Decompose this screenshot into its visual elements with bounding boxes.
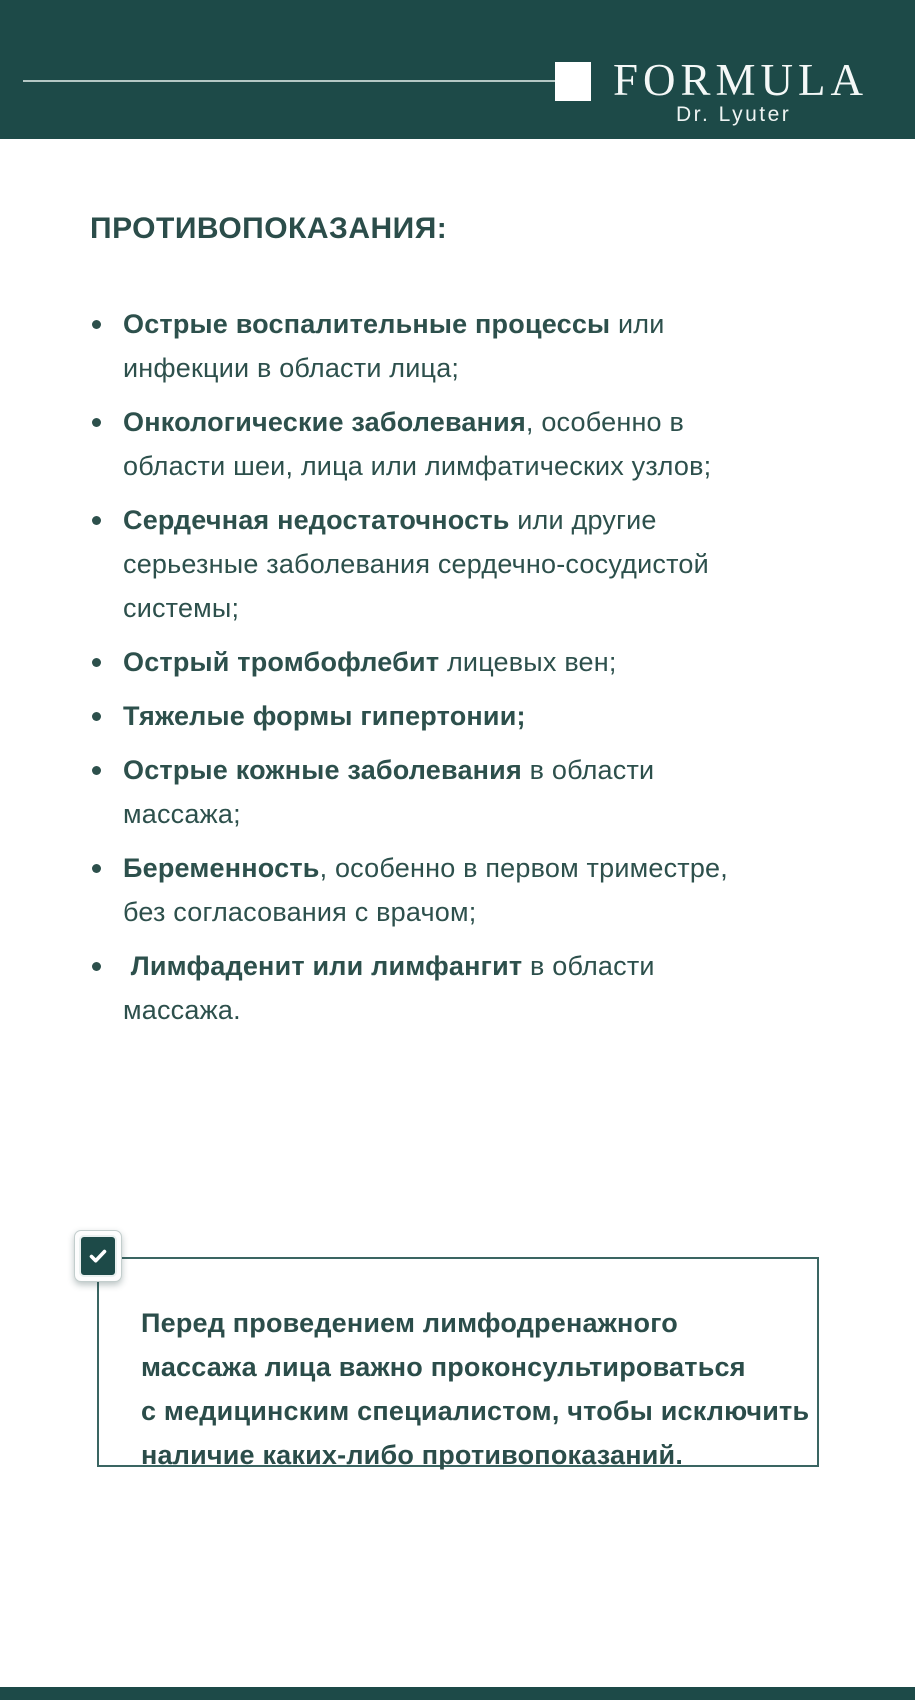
note-checkbox[interactable] <box>74 1230 122 1282</box>
list-item-rest: , особенно в области шеи, лица или лимфатических узлов; <box>123 407 712 481</box>
bullet-dot-icon <box>92 658 101 667</box>
bullet-dot-icon <box>92 712 101 721</box>
list-item-rest: в области массажа. <box>123 951 655 1025</box>
list-item <box>90 302 768 390</box>
list-item-bold: Сердечная недостаточность <box>123 505 510 535</box>
bullet-dot-icon <box>92 418 101 427</box>
page-title: ПРОТИВОПОКАЗАНИЯ: <box>90 212 448 245</box>
content-area <box>0 139 915 1042</box>
note-line: массажа лица важно проконсультироваться <box>141 1352 746 1382</box>
contraindications-list <box>90 302 915 1032</box>
list-item-rest: лицевых вен; <box>439 647 617 677</box>
list-item <box>90 694 768 738</box>
list-item <box>90 748 768 836</box>
check-icon <box>79 1235 117 1277</box>
footer-bar <box>0 1687 915 1700</box>
header-rule <box>23 80 557 82</box>
note-line: Перед проведением лимфодренажного <box>141 1308 678 1338</box>
bullet-dot-icon <box>92 516 101 525</box>
list-item <box>90 640 768 684</box>
list-item-rest: , особенно в первом триместре, без согласования с врачом; <box>123 853 728 927</box>
brand-logo-text: FORMULA <box>613 55 869 105</box>
brand-square-mark <box>555 62 591 101</box>
list-item-rest: или другие серьезные заболевания сердечно-сосудистой системы; <box>123 505 709 623</box>
list-item-bold: Острые кожные заболевания <box>123 755 522 785</box>
bullet-dot-icon <box>92 320 101 329</box>
list-item <box>90 944 768 1032</box>
bullet-dot-icon <box>92 766 101 775</box>
bullet-dot-icon <box>92 962 101 971</box>
list-item <box>90 400 768 488</box>
header-band <box>0 0 915 139</box>
list-item-bold: Онкологические заболевания <box>123 407 526 437</box>
brand-logo-subtext: Dr. Lyuter <box>676 103 792 126</box>
list-item-bold: Беременность <box>123 853 320 883</box>
list-item <box>90 846 768 934</box>
list-item-bold: Лимфаденит или лимфангит <box>130 951 523 981</box>
note-line: с медицинским специалистом, чтобы исключить <box>141 1396 810 1426</box>
note-line: наличие каких-либо противопоказаний. <box>141 1440 684 1470</box>
list-item-rest: или инфекции в области лица; <box>123 309 665 383</box>
note-box <box>97 1257 819 1470</box>
list-item-bold: Острые воспалительные процессы <box>123 309 611 339</box>
list-item <box>90 498 768 630</box>
list-item-bold: Тяжелые формы гипертонии; <box>123 701 526 731</box>
list-item-bold: Острый тромбофлебит <box>123 647 440 677</box>
note-text <box>141 1301 809 1477</box>
bullet-dot-icon <box>92 864 101 873</box>
list-item-rest: в области массажа; <box>123 755 655 829</box>
